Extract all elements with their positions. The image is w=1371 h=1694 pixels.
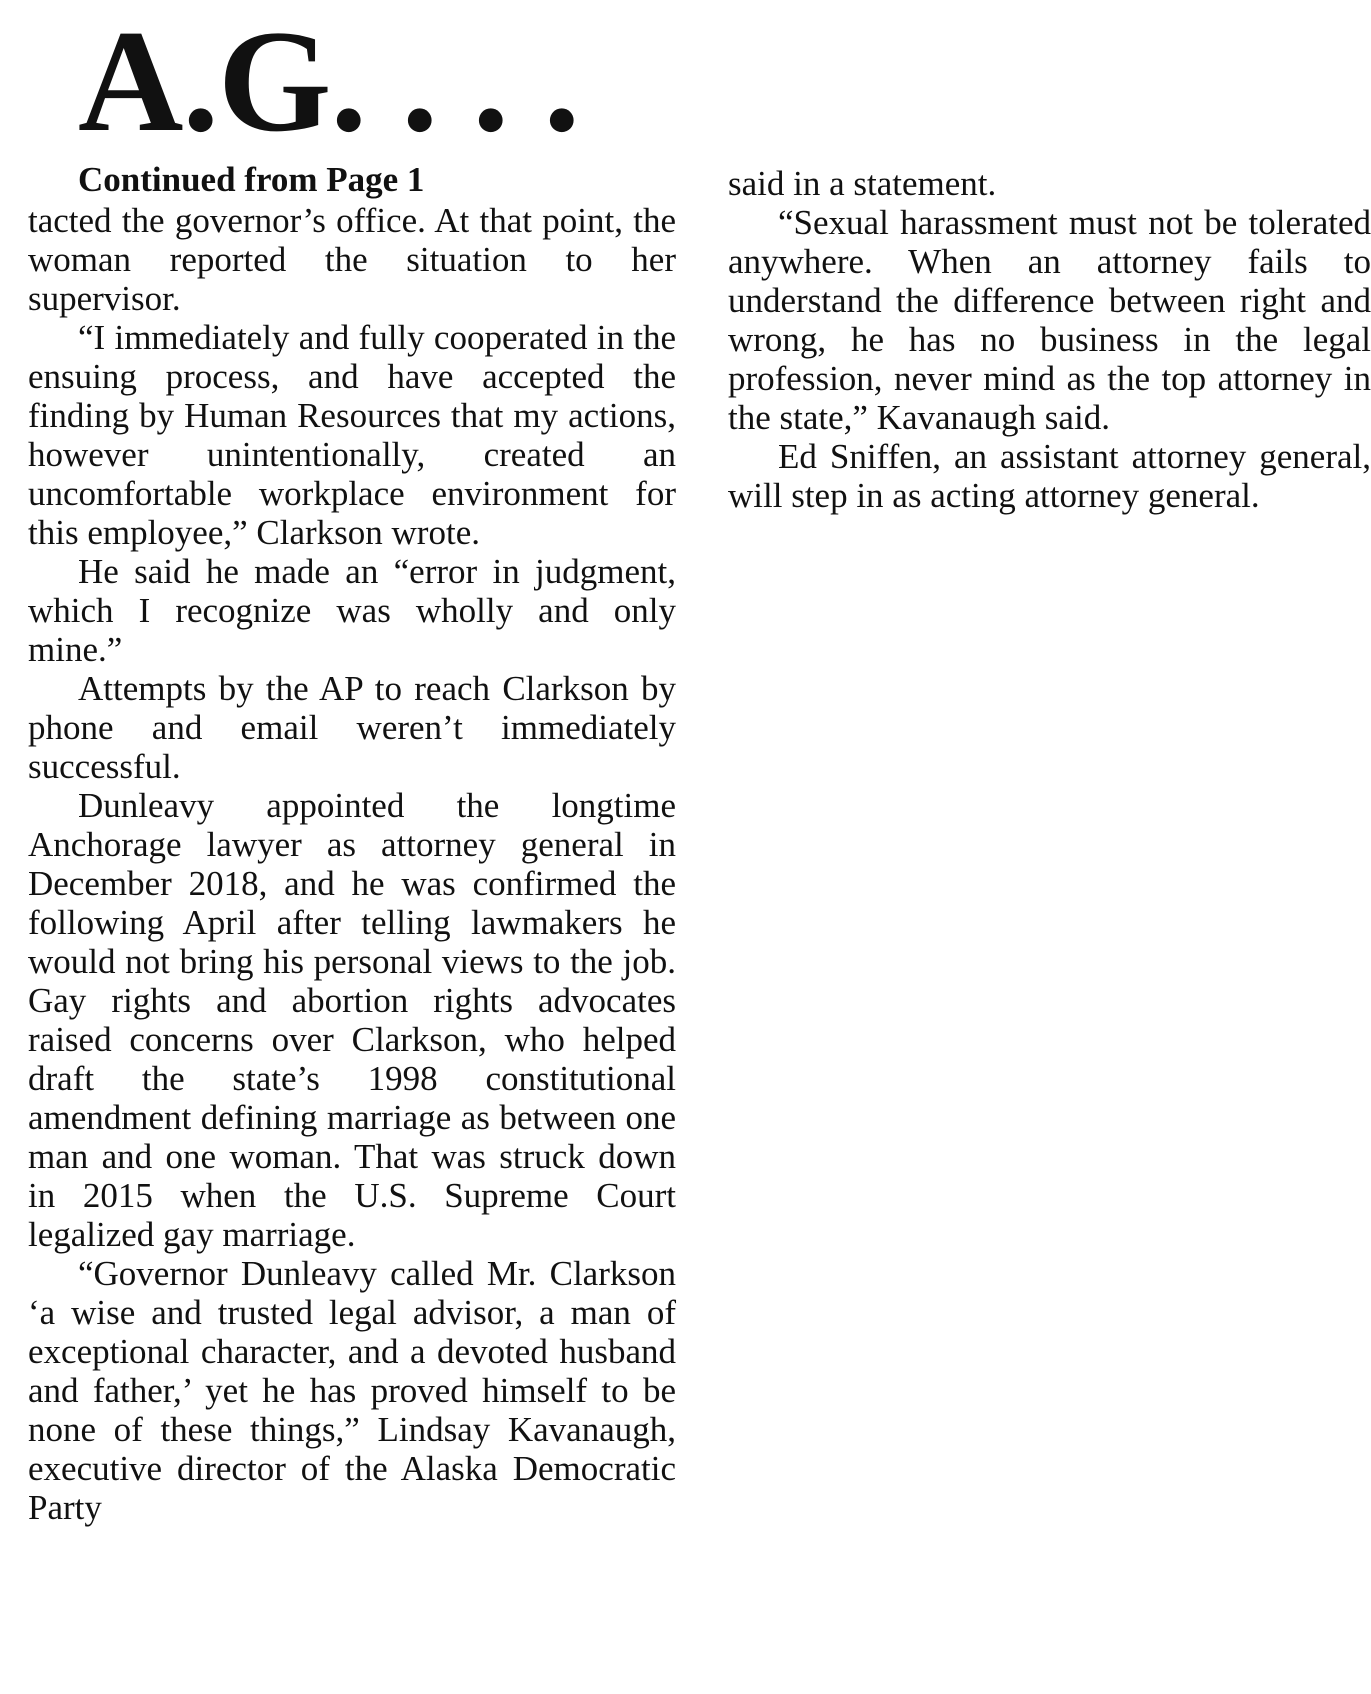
paragraph: tacted the governor’s office. At that point, the woman reported the situation to her supervisor. (28, 201, 676, 318)
paragraph: He said he made an “error in judgment, which I recognize was wholly and only mine.” (28, 552, 676, 669)
paragraph: Dunleavy appointed the longtime Anchorage lawyer as attorney general in December 2018, and he was confirmed the following April after telling lawmakers he would not bring his personal views to the job. Gay rights and abortion rights advocates raised concerns over Clarkson, who helped draft the state’s 1998 constitutional amendment defining marriage as between one man and one woman. That was struck down in 2015 when the U.S. Supreme Court legalized gay marriage. (28, 786, 676, 1254)
paragraph: said in a statement. (728, 164, 997, 203)
paragraph: “Sexual harassment must not be tolerated anywhere. When an attorney fails to understand the difference between right and wrong, he has no business in the legal profession, never mind as the top attorney in the state,” Kavanaugh said. (728, 203, 1371, 437)
jump-line: Continued from Page 1 (78, 160, 425, 199)
headline: A.G. . . . (78, 0, 579, 162)
paragraph: Attempts by the AP to reach Clarkson by phone and email weren’t immediately successful. (28, 669, 676, 786)
paragraph: “I immediately and fully cooperated in the ensuing process, and have accepted the finding by Human Resources that my actions, however unintentionally, created an uncomfortable workplace environment for this employee,” Clarkson wrote. (28, 318, 676, 552)
article-column-left (28, 158, 676, 1527)
article-column-right (728, 164, 1371, 515)
paragraph: “Governor Dunleavy called Mr. Clarkson ‘a wise and trusted legal advisor, a man of exceptional character, and a devoted husband and father,’ yet he has proved himself to be none of these things,” Lindsay Kavanaugh, executive director of the Alaska Democratic Party (28, 1254, 676, 1527)
paragraph: Ed Sniffen, an assistant attorney general, will step in as acting attorney general. (728, 437, 1371, 515)
